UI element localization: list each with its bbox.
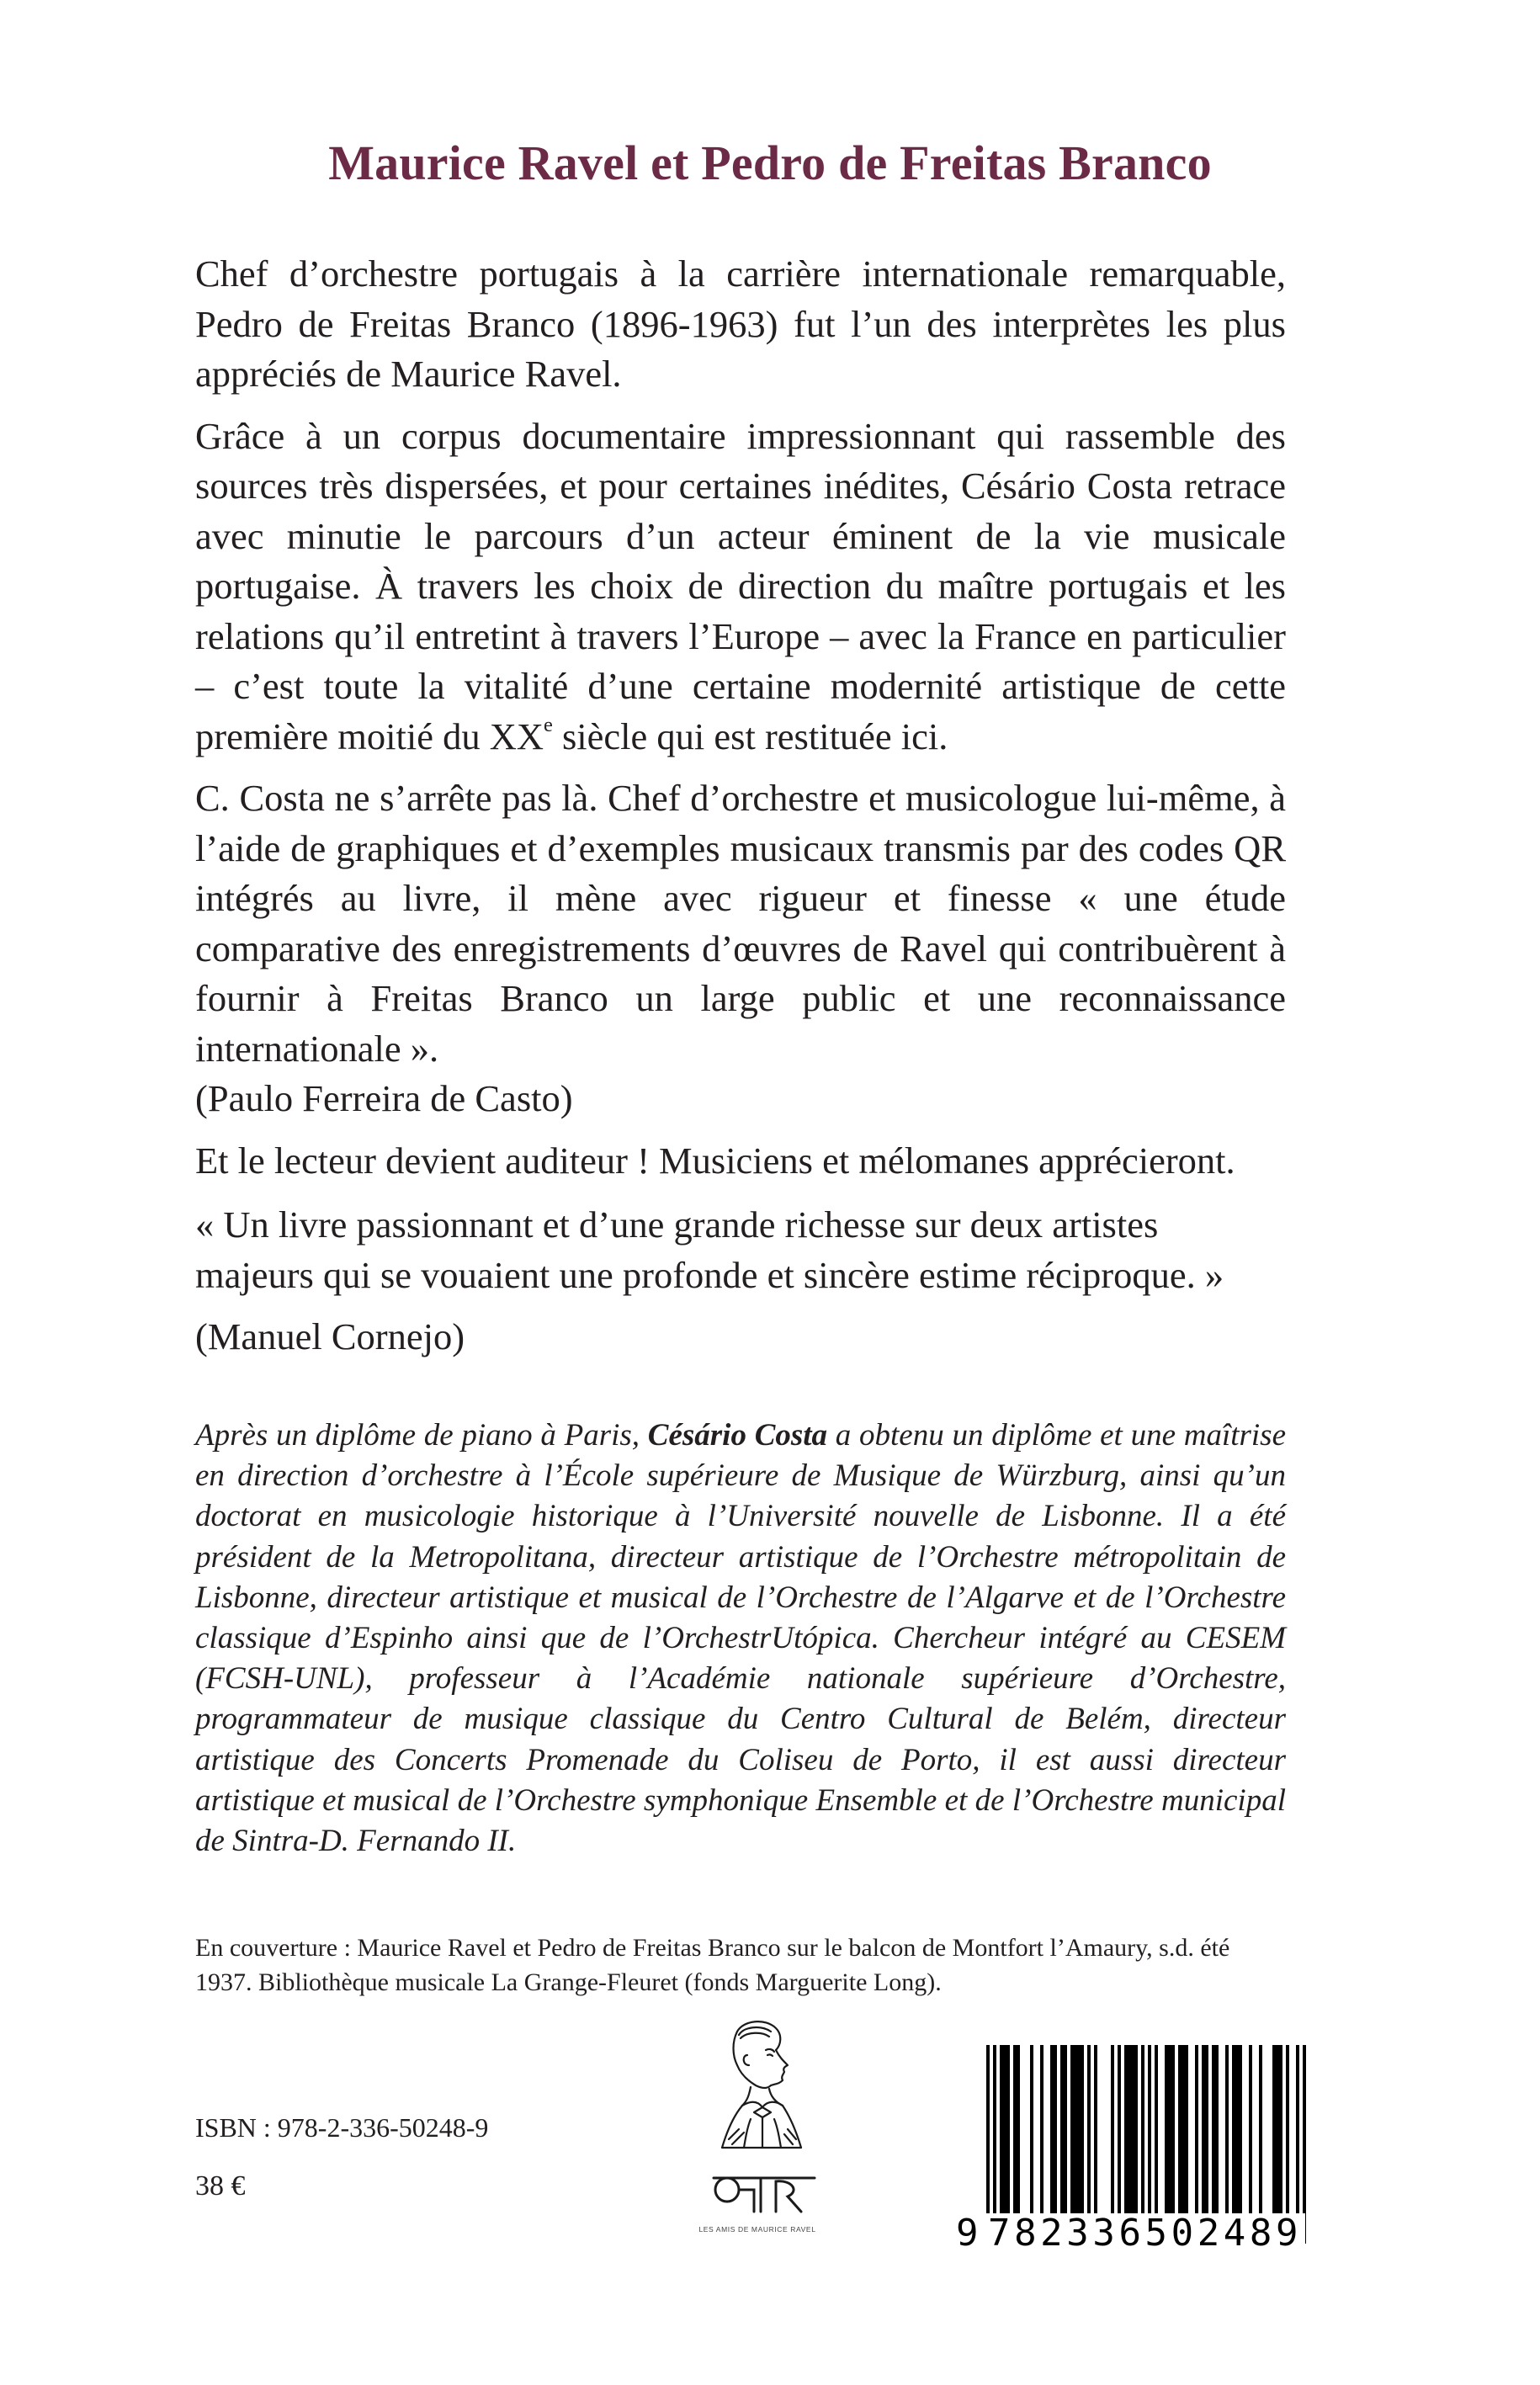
barcode-bar xyxy=(1225,2045,1229,2218)
bio-intro: Après un diplôme de piano à Paris, xyxy=(195,1418,648,1453)
synopsis-paragraph-1: Chef d’orchestre portugais à la carrière internationale remarquable, Pedro de Freitas Branco (1896-1963) fut l’un des interprètes les plus appréciés de Maurice Ravel. xyxy=(195,252,1286,395)
synopsis xyxy=(195,249,1286,1198)
barcode-bar xyxy=(1030,2045,1033,2218)
barcode-bar xyxy=(1087,2045,1091,2218)
barcode-bar xyxy=(1134,2045,1138,2218)
barcode-bar xyxy=(1131,2045,1134,2218)
barcode-bar xyxy=(1111,2045,1114,2218)
barcode-bar xyxy=(1094,2045,1097,2218)
barcode-bar xyxy=(1171,2045,1175,2218)
barcode-bar xyxy=(1185,2045,1188,2218)
barcode-bar xyxy=(1182,2045,1185,2218)
barcode-bar xyxy=(1050,2045,1054,2218)
isbn: ISBN : 978-2-336-50248-9 xyxy=(195,2112,489,2143)
barcode-bar xyxy=(1124,2045,1128,2218)
synopsis-paragraph-2-end: siècle qui est restituée ici. xyxy=(552,714,948,757)
author-name: Césário Costa xyxy=(647,1418,828,1453)
barcode-bar xyxy=(1003,2045,1006,2218)
barcode-bar xyxy=(1205,2045,1208,2218)
barcode-bar xyxy=(1178,2045,1182,2218)
barcode-bar xyxy=(1054,2045,1057,2218)
barcode-bar xyxy=(1064,2045,1067,2218)
barcode-digits: 782336502489 xyxy=(985,2213,1305,2254)
barcode-bar xyxy=(1128,2045,1131,2218)
barcode-bar xyxy=(1195,2045,1198,2218)
barcode-bar xyxy=(1013,2045,1017,2218)
century-superscript: e xyxy=(543,713,553,736)
barcode-bar xyxy=(1081,2045,1084,2218)
synopsis-paragraph-2 xyxy=(195,412,1286,762)
barcode-bar xyxy=(1239,2045,1242,2218)
quote-text: « Un livre passionnant et d’une grande richesse sur deux artistes majeurs qui se vouaient une profonde et sincère estime réciproque. » xyxy=(195,1203,1224,1296)
barcode-first-digit: 9 xyxy=(956,2212,983,2255)
bio-body: a obtenu un diplôme et une maîtrise en direction d’orchestre à l’École supérieure de Musique de Würzburg, ainsi qu’un doctorat en musicologie historique à l’Université nouvelle de Lisbonne. Il a été président de la Metropolitana, directeur artistique de l’Orchestre métropolitain de Lisbonne, directeur artistique et musical de l’Orchestre de l’Algarve et de l’Orchestre classique d’Espinho ainsi que de l’OrchestrUtópica. Chercheur intégré au CESEM (FCSH-UNL), professeur à l’Académie nationale supérieure d’Orchestre, programmateur de musique classique du Centro Cultural de Belém, directeur artistique des Concerts Promenade du Coliseu de Porto, il est aussi directeur artistique et musical de l’Orchestre symphonique Ensemble et de l’Orchestre municipal de Sintra-D. Fernando II. xyxy=(195,1418,1286,1859)
barcode-bar xyxy=(1249,2045,1252,2218)
barcode-bar xyxy=(1279,2045,1282,2218)
synopsis-paragraph-3 xyxy=(195,773,1286,1124)
barcode-bar xyxy=(1276,2045,1279,2218)
quote-author: (Manuel Cornejo) xyxy=(195,1315,465,1357)
barcode-bar xyxy=(1235,2045,1239,2218)
synopsis-paragraph-3-text: C. Costa ne s’arrête pas là. Chef d’orchestre et musicologue lui-même, à l’aide de graphiques et d’exemples musicaux transmis par des codes QR intégrés au livre, il mène avec rigueur et finesse « une étude comparative des enregistrements d’œuvres de Ravel qui contribuèrent à fournir à Freitas Branco un large public et une reconnaissance internationale ». xyxy=(195,777,1286,1070)
barcode-bar xyxy=(1017,2045,1020,2218)
synopsis-paragraph-4: Et le lecteur devient auditeur ! Musiciens et mélomanes apprécieront. xyxy=(195,1139,1235,1182)
ravel-portrait-logo-icon xyxy=(688,2013,828,2234)
barcode-bar xyxy=(1040,2045,1043,2218)
barcode-bar xyxy=(1155,2045,1158,2218)
barcode-bar xyxy=(1259,2045,1262,2218)
review-quote xyxy=(195,1200,1286,1374)
book-title: Maurice Ravel et Pedro de Freitas Branco xyxy=(328,135,1212,190)
cover-photo-credit: En couverture : Maurice Ravel et Pedro de Freitas Branco sur le balcon de Montfort l’Amaury, s.d. été 1937. Bibliothèque musicale La Grange-Fleuret (fonds Marguerite Long). xyxy=(195,1934,1230,1996)
barcode-bar xyxy=(1165,2045,1168,2218)
barcode-bar xyxy=(1077,2045,1081,2218)
barcode-bar xyxy=(1060,2045,1064,2218)
barcode-bar xyxy=(1070,2045,1074,2218)
barcode-number xyxy=(956,2213,1309,2254)
synopsis-paragraph-2-text: Grâce à un corpus documentaire impressionnant qui rassemble des sources très dispersées, et pour certaines inédites, Césário Costa retrace avec minutie le parcours d’un acteur éminent de la vie musicale portugaise. À travers les choix de direction du maître portugais et les relations qu’il entretint à travers l’Europe – avec la France en particulier – c’est toute la vitalité d’une certaine modernité artistique de cette première moitié du XX xyxy=(195,414,1286,757)
barcode-bar xyxy=(1000,2045,1003,2218)
synopsis-paragraph-3-source: (Paulo Ferreira de Casto) xyxy=(195,1077,573,1119)
barcode-bar xyxy=(1118,2045,1121,2218)
barcode-bar xyxy=(1215,2045,1219,2218)
author-biography xyxy=(195,1416,1286,1862)
logo-caption: LES AMIS DE MAURICE RAVEL xyxy=(698,2225,816,2234)
barcode-bar xyxy=(1272,2045,1276,2218)
barcode-bar xyxy=(1006,2045,1010,2218)
price: 38 € xyxy=(195,2170,246,2202)
barcode-bar xyxy=(1202,2045,1205,2218)
barcode-bar xyxy=(1168,2045,1171,2218)
barcode-bar xyxy=(1212,2045,1215,2218)
barcode-bar xyxy=(1074,2045,1077,2218)
barcode-bar xyxy=(1286,2045,1289,2218)
barcode-bar xyxy=(1232,2045,1235,2218)
